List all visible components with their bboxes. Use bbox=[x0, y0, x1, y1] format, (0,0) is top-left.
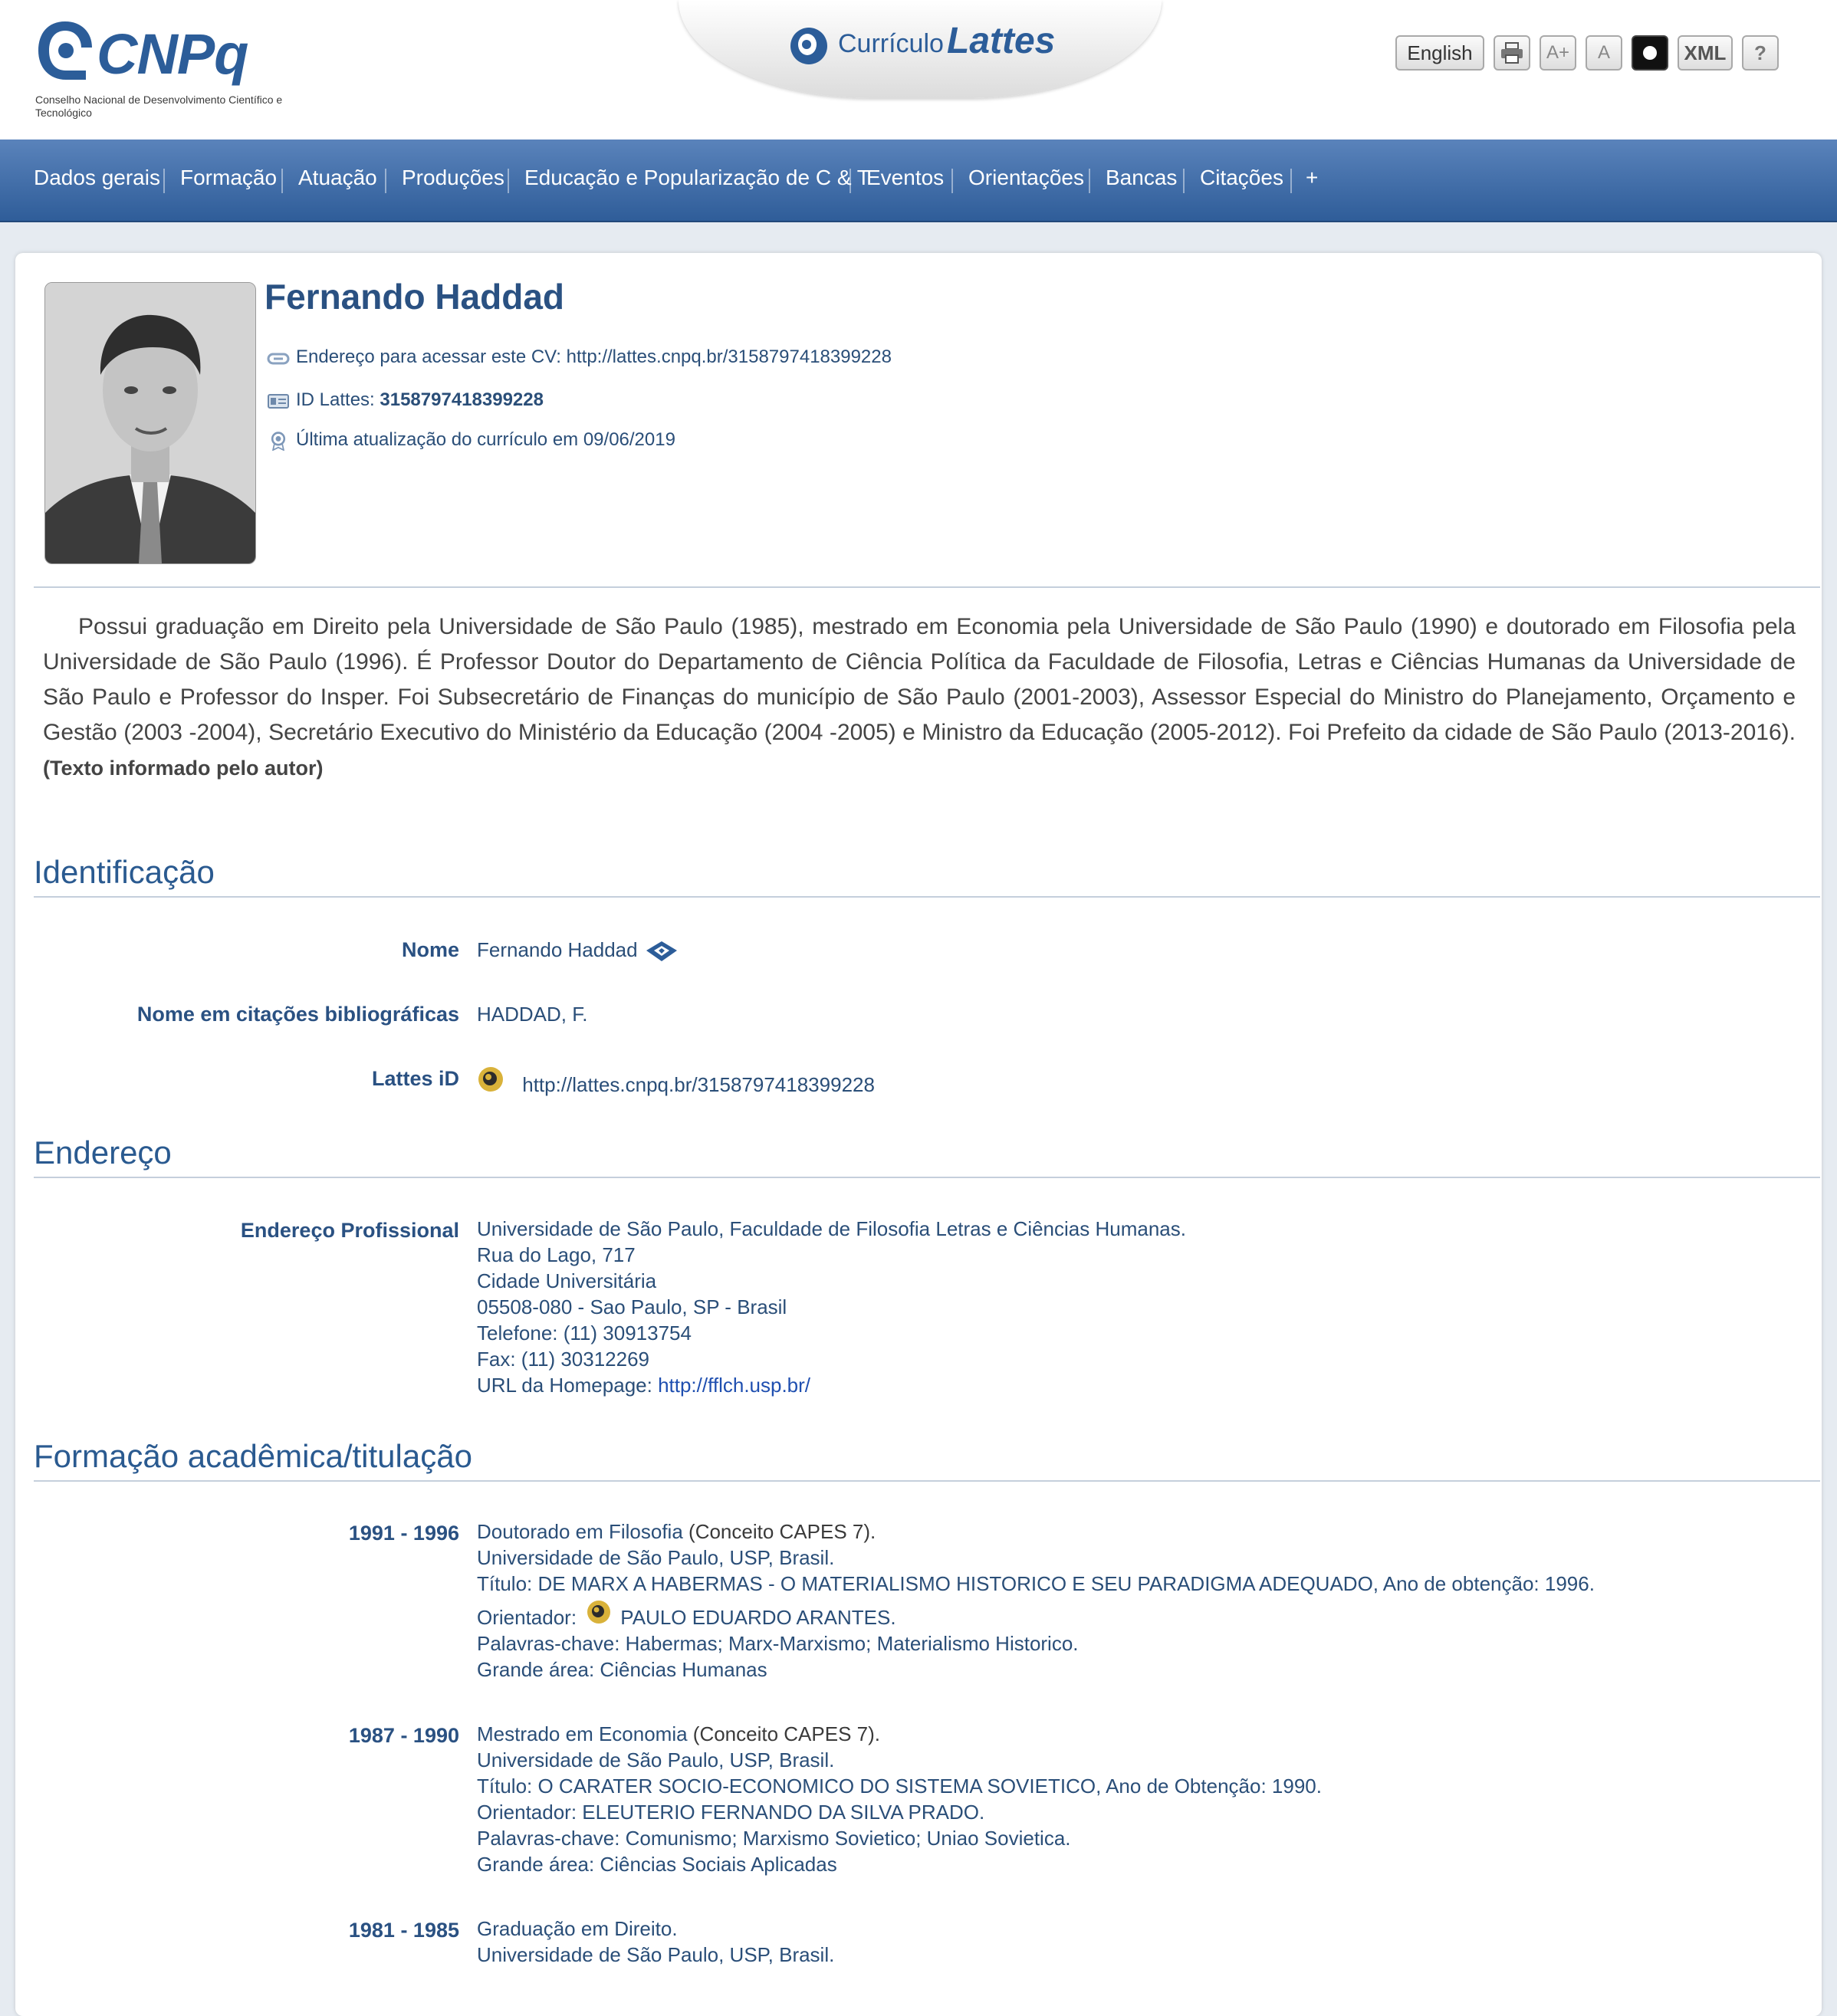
help-button[interactable]: ? bbox=[1742, 35, 1779, 71]
logo-subtitle: Conselho Nacional de Desenvolvimento Científico e Tecnológico bbox=[35, 94, 283, 119]
nav-bancas[interactable]: Bancas bbox=[1106, 166, 1178, 189]
capes-note: (Conceito CAPES 7). bbox=[687, 1722, 880, 1745]
xml-button[interactable]: XML bbox=[1678, 35, 1733, 71]
advisor-label: Orientador: bbox=[477, 1606, 583, 1629]
keywords: Palavras-chave: Comunismo; Marxismo Sovietico; Uniao Sovietica. bbox=[477, 1827, 1071, 1850]
advisor-row bbox=[477, 1600, 1595, 1630]
nav-separator bbox=[1290, 169, 1292, 193]
nav-eventos[interactable]: Eventos bbox=[866, 166, 945, 189]
print-button[interactable] bbox=[1494, 35, 1530, 71]
nav-separator bbox=[951, 169, 953, 193]
section-endereco-title: Endereço bbox=[34, 1134, 172, 1171]
capes-note: (Conceito CAPES 7). bbox=[682, 1520, 876, 1543]
main-nav bbox=[0, 140, 1837, 222]
font-increase-button[interactable]: A+ bbox=[1540, 35, 1576, 71]
section-formacao-title: Formação acadêmica/titulação bbox=[34, 1438, 472, 1474]
nome-value: Fernando Haddad bbox=[477, 938, 638, 961]
curriculo-lattes-banner bbox=[679, 0, 1162, 98]
nav-dados-gerais[interactable]: Dados gerais bbox=[34, 166, 160, 189]
lattes-icon bbox=[477, 1065, 504, 1093]
id-lattes-value: 3158797418399228 bbox=[380, 389, 544, 410]
nav-separator bbox=[1183, 169, 1185, 193]
nav-citacoes[interactable]: Citações bbox=[1200, 166, 1283, 189]
resumo-author-note: (Texto informado pelo autor) bbox=[43, 757, 324, 780]
divider bbox=[34, 896, 1820, 898]
formacao-entry bbox=[477, 1916, 834, 1968]
nome-label: Nome bbox=[401, 938, 459, 961]
citacoes-label: Nome em citações bibliográficas bbox=[136, 1003, 459, 1026]
lattes-id-link[interactable]: http://lattes.cnpq.br/3158797418399228 bbox=[522, 1073, 875, 1096]
verified-badge-icon bbox=[643, 940, 680, 963]
nav-educacao[interactable]: Educação e Popularização de C & T bbox=[524, 166, 870, 189]
nav-formacao[interactable]: Formação bbox=[180, 166, 278, 189]
citacoes-value: HADDAD, F. bbox=[477, 1003, 588, 1026]
last-update-row bbox=[267, 429, 675, 451]
nav-producoes[interactable]: Produções bbox=[402, 166, 504, 189]
nav-separator bbox=[281, 169, 283, 193]
homepage-label: URL da Homepage: bbox=[477, 1374, 659, 1397]
keywords: Palavras-chave: Habermas; Marx-Marxismo; Materialismo Historico. bbox=[477, 1632, 1079, 1655]
institution: Universidade de São Paulo, USP, Brasil. bbox=[477, 1546, 835, 1569]
grande-area: Grande área: Ciências Humanas bbox=[477, 1658, 767, 1681]
divider bbox=[34, 1177, 1820, 1178]
endereco-line: Rua do Lago, 717 bbox=[477, 1243, 636, 1266]
resumo-text bbox=[43, 609, 1796, 786]
lattes-word-curriculo: Currículo bbox=[838, 29, 944, 58]
degree-row bbox=[477, 1519, 1595, 1545]
formacao-entry bbox=[477, 1519, 1595, 1683]
degree-name: Mestrado em Economia bbox=[477, 1722, 688, 1745]
degree-row bbox=[477, 1721, 1322, 1747]
divider bbox=[34, 586, 1820, 588]
font-normal-button[interactable]: A bbox=[1586, 35, 1622, 71]
profile-photo bbox=[44, 282, 256, 564]
lattes-id-row bbox=[477, 1065, 875, 1096]
grande-area: Grande área: Ciências Sociais Aplicadas bbox=[477, 1853, 837, 1876]
nav-more[interactable]: + bbox=[1306, 166, 1319, 189]
person-portrait-image bbox=[45, 283, 255, 563]
cnpq-logo-icon bbox=[32, 17, 98, 84]
nav-separator bbox=[1089, 169, 1090, 193]
contrast-button[interactable] bbox=[1632, 35, 1668, 71]
lattes-word-lattes: Lattes bbox=[947, 21, 1056, 61]
thesis-title: Título: O CARATER SOCIO-ECONOMICO DO SISTEMA SOVIETICO, Ano de Obtenção: 1990. bbox=[477, 1775, 1322, 1798]
profile-name: Fernando Haddad bbox=[265, 277, 565, 317]
english-button[interactable]: English bbox=[1395, 35, 1484, 71]
id-lattes-label: ID Lattes: bbox=[296, 389, 380, 410]
formacao-years: 1991 - 1996 bbox=[348, 1522, 459, 1545]
degree-name: Graduação em Direito. bbox=[477, 1917, 678, 1940]
nav-atuacao[interactable]: Atuação bbox=[298, 166, 377, 189]
award-badge-icon bbox=[267, 431, 290, 451]
endereco-line: Cidade Universitária bbox=[477, 1269, 657, 1292]
nav-separator bbox=[508, 169, 509, 193]
last-update-text: Última atualização do currículo em 09/06/2019 bbox=[296, 429, 675, 450]
endereco-profissional-value bbox=[477, 1216, 1186, 1398]
advisor: Orientador: ELEUTERIO FERNANDO DA SILVA PRADO. bbox=[477, 1801, 985, 1824]
thesis-title: Título: DE MARX A HABERMAS - O MATERIALISMO HISTORICO E SEU PARADIGMA ADEQUADO, Ano de obtenção: 1996. bbox=[477, 1572, 1595, 1595]
top-header bbox=[0, 0, 1837, 140]
endereco-fax: Fax: (11) 30312269 bbox=[477, 1348, 649, 1371]
printer-icon bbox=[1500, 41, 1524, 64]
formacao-entry bbox=[477, 1721, 1322, 1877]
formacao-years: 1987 - 1990 bbox=[348, 1724, 459, 1747]
section-identificacao-title: Identificação bbox=[34, 854, 215, 890]
nome-value-row bbox=[477, 938, 680, 963]
nav-separator bbox=[385, 169, 386, 193]
endereco-homepage-row bbox=[477, 1372, 1186, 1398]
cv-address-text[interactable]: Endereço para acessar este CV: http://lattes.cnpq.br/3158797418399228 bbox=[296, 346, 892, 367]
cv-address-row bbox=[267, 346, 892, 368]
lattes-logo-icon bbox=[787, 21, 830, 67]
id-card-icon bbox=[267, 391, 290, 411]
contrast-icon bbox=[1641, 44, 1658, 61]
nav-separator bbox=[849, 169, 851, 193]
divider bbox=[34, 1480, 1820, 1482]
institution: Universidade de São Paulo, USP, Brasil. bbox=[477, 1943, 835, 1966]
resumo-body: Possui graduação em Direito pela Universidade de São Paulo (1985), mestrado em Economia pela Universidade de São Paulo (1990) e doutorado em Filosofia pela Universidade de São Paulo (1996). É Professor Doutor do Departamento de Ciência Política da Faculdade de Filosofia, Letras e Ciências Humanas da Universidade de São Paulo e Professor do Insper. Foi Subsecretário de Finanças do município de São Paulo (2001-2003), Assessor Especial do Ministro do Planejamento, Orçamento e Gestão (2003 -2004), Secretário Executivo do Ministério da Educação (2004 -2005) e Ministro da Educação (2005-2012). Foi Prefeito da cidade de São Paulo (2013-2016). bbox=[43, 614, 1796, 745]
formacao-years: 1981 - 1985 bbox=[348, 1919, 459, 1942]
endereco-phone: Telefone: (11) 30913754 bbox=[477, 1322, 692, 1345]
degree-name: Doutorado em Filosofia bbox=[477, 1520, 683, 1543]
endereco-profissional-label: Endereço Profissional bbox=[240, 1219, 459, 1242]
id-lattes-row bbox=[267, 389, 544, 411]
logo-text: CNPq bbox=[97, 22, 248, 86]
nav-separator bbox=[163, 169, 165, 193]
homepage-link[interactable]: http://fflch.usp.br/ bbox=[658, 1374, 811, 1397]
lattes-icon bbox=[583, 1600, 614, 1627]
endereco-line: 05508-080 - Sao Paulo, SP - Brasil bbox=[477, 1295, 787, 1318]
nav-orientacoes[interactable]: Orientações bbox=[968, 166, 1084, 189]
institution: Universidade de São Paulo, USP, Brasil. bbox=[477, 1748, 835, 1771]
lattes-id-label: Lattes iD bbox=[371, 1067, 459, 1090]
advisor-name[interactable]: PAULO EDUARDO ARANTES. bbox=[620, 1606, 896, 1629]
endereco-line: Universidade de São Paulo, Faculdade de Filosofia Letras e Ciências Humanas. bbox=[477, 1217, 1186, 1240]
link-icon bbox=[267, 348, 290, 368]
